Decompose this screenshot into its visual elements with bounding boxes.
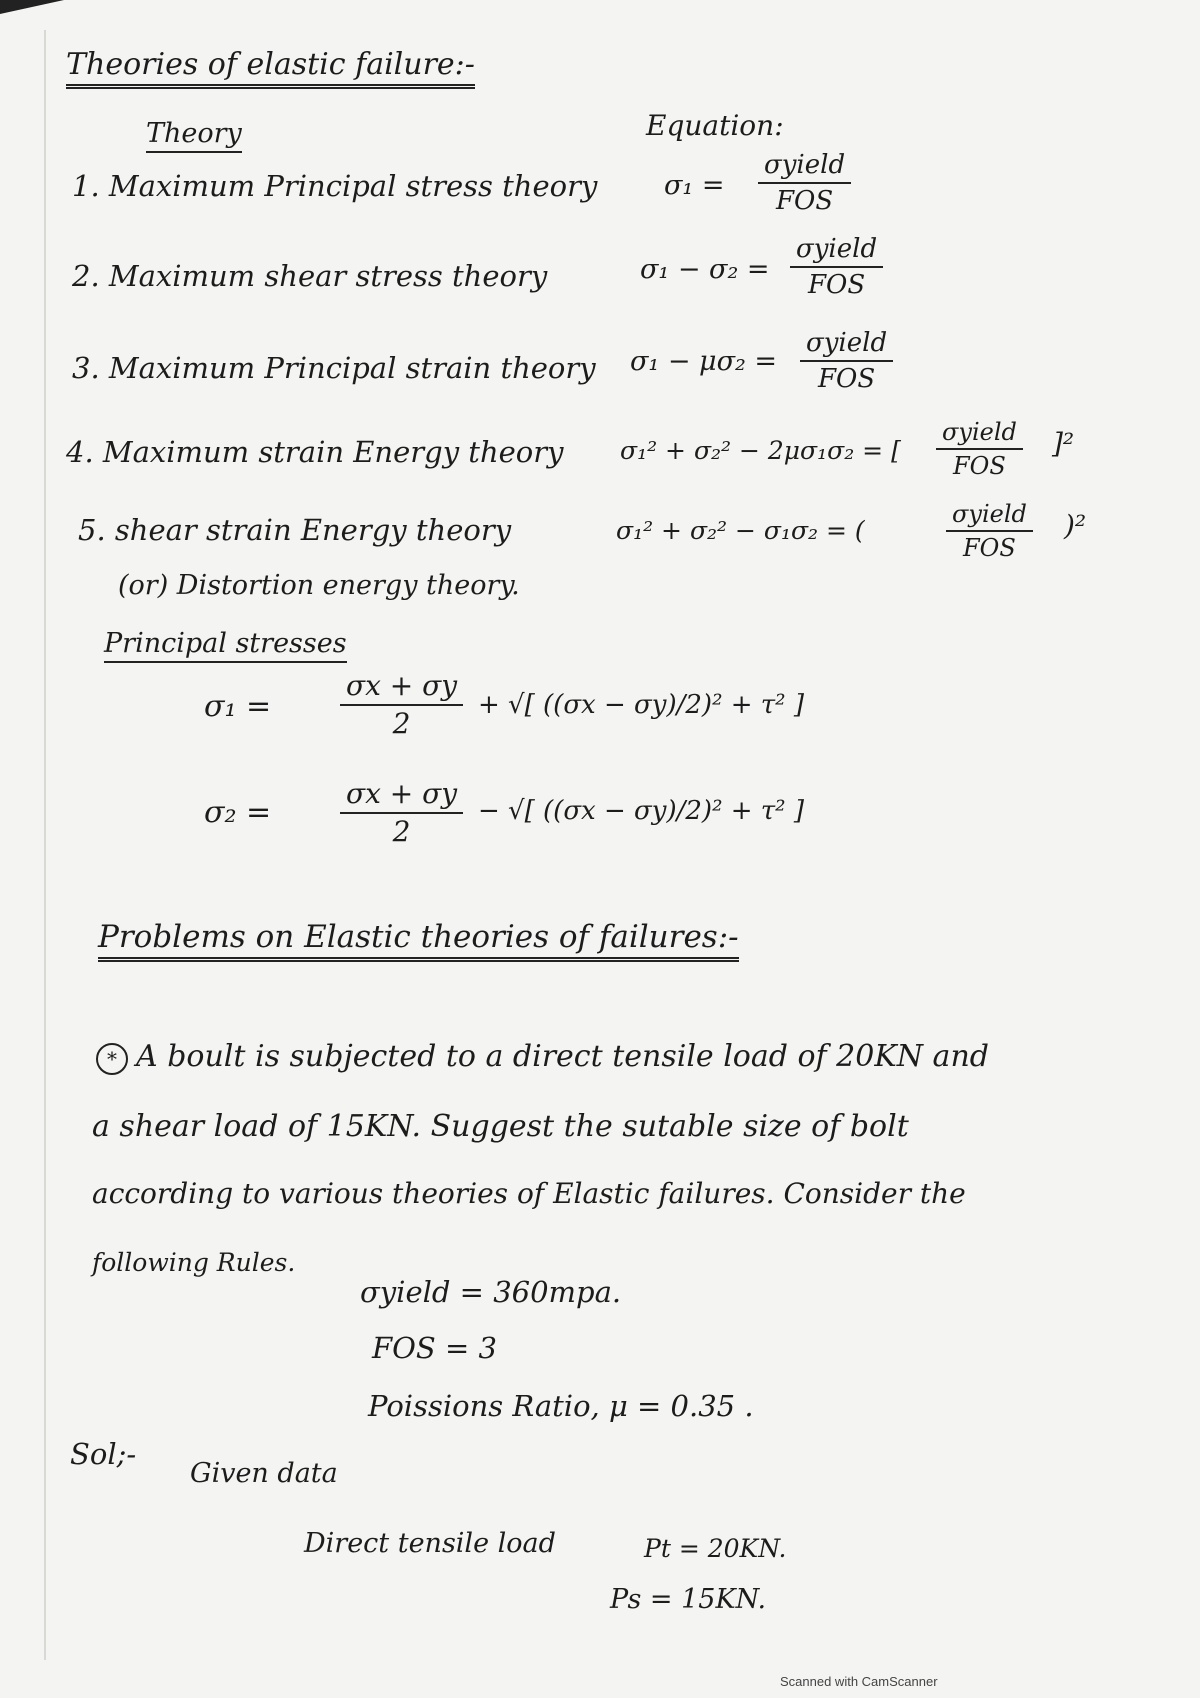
problem-line-3: according to various theories of Elastic failures. Consider the (92, 1177, 966, 1210)
theory-1-lhs: σ₁ = (664, 170, 725, 201)
given-yield-stress: σyield = 360mpa. (360, 1275, 622, 1309)
given-poissons-ratio: Poissions Ratio, μ = 0.35 . (368, 1389, 754, 1423)
theory-5-numerator: σyield (946, 502, 1033, 532)
page-corner-shadow (0, 0, 64, 14)
theory-5-fraction (946, 502, 1033, 560)
theory-5-label: 5. shear strain Energy theory (78, 513, 512, 547)
solution-label: Sol;- (70, 1437, 137, 1471)
sigma2-denominator: 2 (392, 815, 411, 848)
theory-4-lhs: σ₁² + σ₂² − 2μσ₁σ₂ = [ (620, 436, 901, 465)
given-factor-of-safety: FOS = 3 (372, 1331, 497, 1365)
sigma1-denominator: 2 (392, 707, 411, 740)
problem-line-4: following Rules. (92, 1248, 296, 1277)
theory-1-label: 1. Maximum Principal stress theory (72, 169, 598, 203)
sigma2-numerator: σx + σy (340, 780, 463, 814)
page-title: Theories of elastic failure:- (66, 50, 475, 89)
theory-4-numerator: σyield (936, 420, 1023, 450)
theory-4-label: 4. Maximum strain Energy theory (66, 435, 564, 469)
shear-load-value: Ps = 15KN. (610, 1584, 767, 1615)
sigma1-lhs: σ₁ = (204, 689, 272, 724)
sigma1-fraction (340, 669, 463, 740)
problem-bullet-icon: * (96, 1043, 128, 1075)
problem-line-2: a shear load of 15KN. Suggest the sutable size of bolt (92, 1109, 909, 1144)
sigma1-root-term: + √[ ((σx − σy)/2)² + τ² ] (478, 690, 805, 720)
theory-4-denominator: FOS (953, 452, 1006, 480)
direct-tensile-load-label: Direct tensile load (304, 1528, 556, 1559)
sigma2-fraction (340, 777, 463, 848)
theory-3-fraction (800, 330, 893, 392)
theory-2-label: 2. Maximum shear stress theory (72, 259, 548, 293)
theory-1-denominator: FOS (775, 186, 834, 216)
principal-stresses-heading: Principal stresses (104, 630, 347, 663)
scanner-watermark: Scanned with CamScanner (780, 1674, 938, 1689)
theory-5-denominator: FOS (963, 534, 1016, 562)
theory-2-numerator: σyield (790, 236, 883, 268)
theory-3-denominator: FOS (817, 364, 876, 394)
sigma2-root-term: − √[ ((σx − σy)/2)² + τ² ] (478, 796, 805, 826)
problems-heading: Problems on Elastic theories of failures:- (98, 922, 739, 962)
given-data-label: Given data (190, 1458, 338, 1489)
problem-line-1-text: A boult is subjected to a direct tensile load of 20KN and (136, 1039, 989, 1074)
theory-4-tail: ]² (1052, 427, 1075, 460)
tensile-load-value: Pt = 20KN. (644, 1534, 787, 1563)
theory-4-fraction (936, 420, 1023, 478)
theory-5-lhs: σ₁² + σ₂² − σ₁σ₂ = ( (616, 516, 865, 545)
theory-2-lhs: σ₁ − σ₂ = (640, 254, 770, 285)
page-margin-line (44, 30, 46, 1660)
problem-line-1 (96, 1039, 989, 1075)
theory-3-numerator: σyield (800, 330, 893, 362)
theory-column-heading: Theory (146, 120, 242, 153)
theory-2-denominator: FOS (807, 270, 866, 300)
theory-5-tail: )² (1064, 509, 1087, 542)
theory-1-fraction (758, 152, 851, 214)
theory-3-label: 3. Maximum Principal strain theory (72, 351, 596, 385)
theory-2-fraction (790, 236, 883, 298)
theory-1-numerator: σyield (758, 152, 851, 184)
theory-3-lhs: σ₁ − μσ₂ = (630, 346, 778, 377)
theory-5-alternate-name: (or) Distortion energy theory. (118, 570, 520, 601)
equation-column-heading: Equation: (646, 109, 784, 142)
sigma2-lhs: σ₂ = (204, 795, 272, 830)
sigma1-numerator: σx + σy (340, 672, 463, 706)
